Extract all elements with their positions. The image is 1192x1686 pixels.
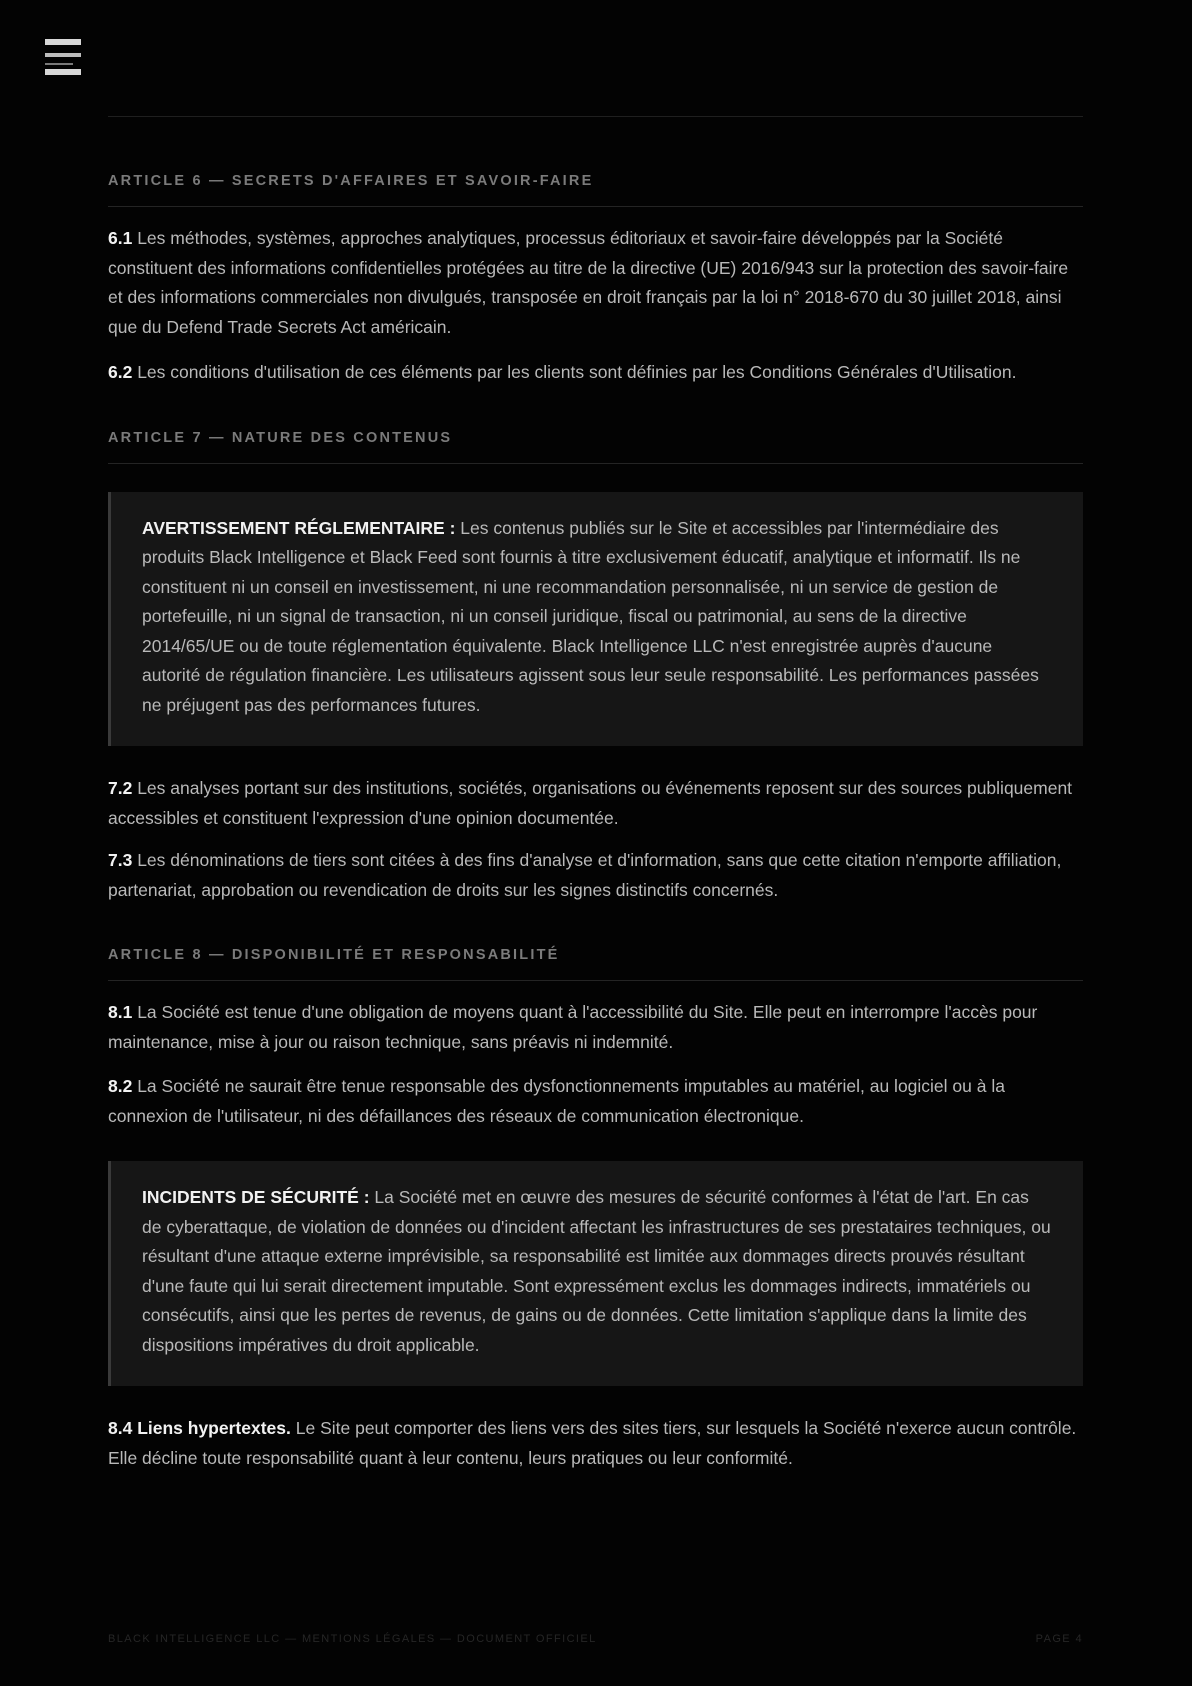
article-8-heading: ARTICLE 8 — DISPONIBILITÉ ET RESPONSABILITÉ: [108, 947, 1083, 981]
clause-8-2: [108, 1072, 1083, 1131]
clause-number: 7.3: [108, 850, 133, 870]
footer-document-label: BLACK INTELLIGENCE LLC — MENTIONS LÉGALES — DOCUMENT OFFICIEL: [108, 1633, 597, 1645]
clause-number: 6.1: [108, 228, 133, 248]
clause-7-2: [108, 774, 1083, 833]
clause-text: Les méthodes, systèmes, approches analytiques, processus éditoriaux et savoir-faire développés par la Société constituent des informations confidentielles protégées au titre de la directive (UE) 2016/943 sur la protection des savoir-faire et des informations commerciales non divulgués, transposée en droit français par la loi n° 2018-670 du 30 juillet 2018, ainsi que du Defend Trade Secrets Act américain.: [108, 228, 1069, 337]
clause-text: Les dénominations de tiers sont citées à des fins d'analyse et d'information, sans que cette citation n'emporte affiliation, partenariat, approbation ou revendication de droits sur les signes distinctifs concernés.: [108, 850, 1062, 900]
clause-6-1: [108, 224, 1083, 342]
regulatory-warning-callout: [108, 492, 1083, 747]
callout-text: Les contenus publiés sur le Site et accessibles par l'intermédiaire des produits Black Intelligence et Black Feed sont fournis à titre exclusivement éducatif, analytique et informatif. Ils ne constituent ni un conseil en investissement, ni une recommandation personnalisée, ni un service de gestion de portefeuille, ni un signal de transaction, ni un conseil juridique, fiscal ou patrimonial, au sens de la directive 2014/65/UE ou de toute réglementation équivalente. Black Intelligence LLC n'est enregistrée auprès d'aucune autorité de régulation financière. Les utilisateurs agissent sous leur seule responsabilité. Les performances passées ne préjugent pas des performances futures.: [142, 517, 1039, 715]
clause-text: Les conditions d'utilisation de ces éléments par les clients sont définies par les Conditions Générales d'Utilisation.: [137, 362, 1017, 382]
top-divider: [108, 116, 1083, 117]
clause-text: Les analyses portant sur des institutions, sociétés, organisations ou événements reposent sur des sources publiquement accessibles et constituent l'expression d'une opinion documentée.: [108, 778, 1073, 828]
article-6-heading: ARTICLE 6 — SECRETS D'AFFAIRES ET SAVOIR-FAIRE: [108, 173, 1083, 207]
clause-7-3: [108, 846, 1083, 905]
security-incidents-callout: [108, 1161, 1083, 1386]
clause-8-4: [108, 1414, 1083, 1473]
clause-text: La Société ne saurait être tenue responsable des dysfonctionnements imputables au matériel, au logiciel ou à la connexion de l'utilisateur, ni des défaillances des réseaux de communication électronique.: [108, 1076, 1005, 1126]
clause-8-1: [108, 998, 1083, 1057]
clause-text: La Société est tenue d'une obligation de moyens quant à l'accessibilité du Site. Elle peut en interrompre l'accès pour maintenance, mise à jour ou raison technique, sans préavis ni indemnité.: [108, 1002, 1038, 1052]
callout-lead: AVERTISSEMENT RÉGLEMENTAIRE :: [142, 517, 456, 538]
clause-number: 8.4 Liens hypertextes.: [108, 1418, 291, 1438]
clause-number: 6.2: [108, 362, 133, 382]
clause-number: 8.2: [108, 1076, 133, 1096]
legal-document: [108, 116, 1083, 1473]
clause-text: Le Site peut comporter des liens vers des sites tiers, sur lesquels la Société n'exerce aucun contrôle. Elle décline toute responsabilité quant à leur contenu, leurs pratiques ou leur conformité.: [108, 1418, 1077, 1468]
footer-page-number: PAGE 4: [1035, 1633, 1083, 1645]
clause-number: 8.1: [108, 1002, 133, 1022]
clause-number: 7.2: [108, 778, 133, 798]
callout-text: La Société met en œuvre des mesures de sécurité conformes à l'état de l'art. En cas de cyberattaque, de violation de données ou d'incident affectant les infrastructures de ses prestataires techniques, ou résultant d'une attaque externe imprévisible, sa responsabilité est limitée aux dommages directs prouvés résultant d'une faute qui lui serait directement imputable. Sont expressément exclus les dommages indirects, immatériels ou consécutifs, ainsi que les pertes de revenus, de gains ou de données. Cette limitation s'applique dans la limite des dispositions impératives du droit applicable.: [142, 1187, 1051, 1355]
callout-lead: INCIDENTS DE SÉCURITÉ :: [142, 1187, 370, 1207]
article-7-heading: ARTICLE 7 — NATURE DES CONTENUS: [108, 430, 1083, 464]
clause-6-2: [108, 358, 1083, 388]
menu-icon[interactable]: [45, 39, 81, 75]
